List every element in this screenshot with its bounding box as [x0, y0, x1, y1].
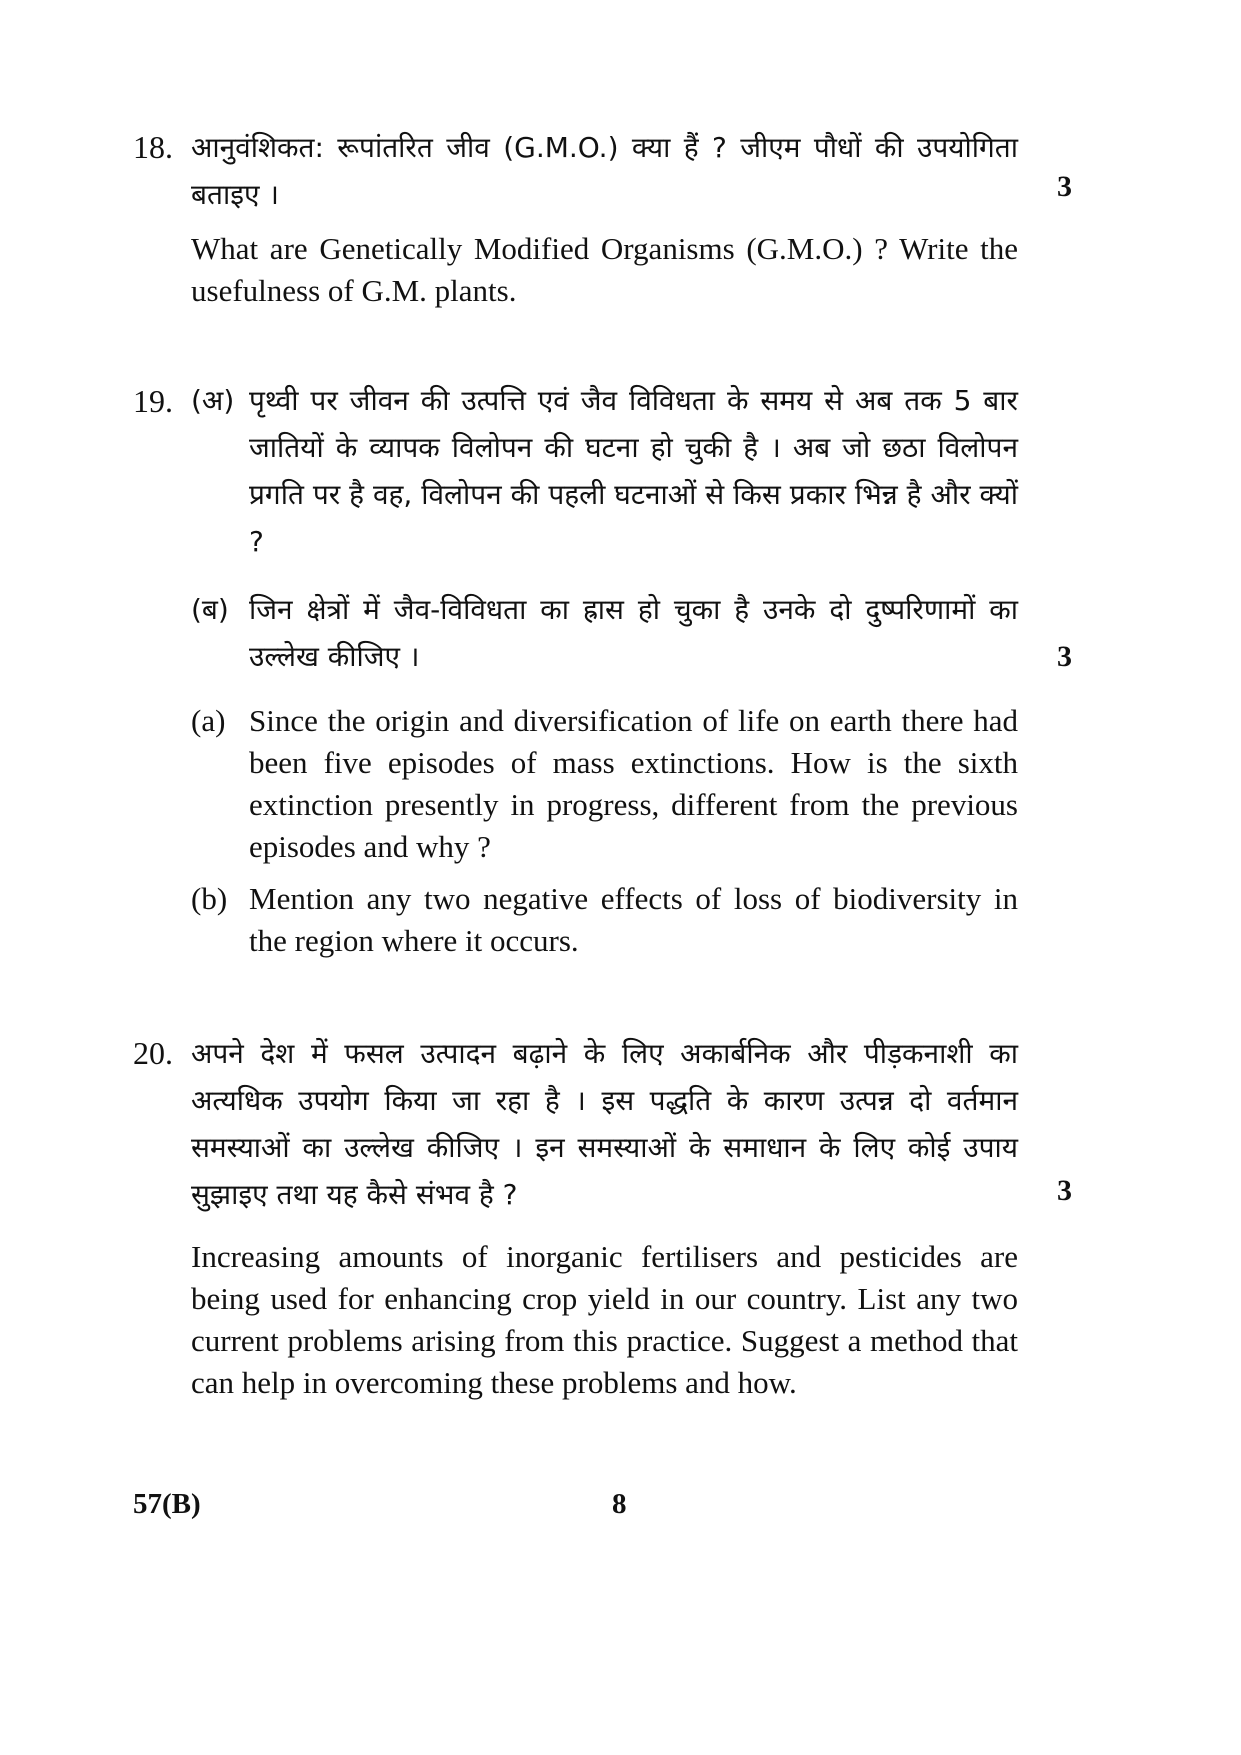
- marks-label: 3: [1057, 640, 1072, 673]
- subpart-label: (a): [191, 703, 226, 738]
- subpart-text: पृथ्वी पर जीवन की उत्पत्ति एवं जैव विविधता के समय से अब तक 5 बार जातियों के व्यापक विलोपन की घटना हो चुकी है । अब जो छठा विलोपन प्रगति पर है वह, विलोपन की पहली घटनाओं से किस प्रकार भिन्न है और क्यों ?: [249, 384, 1018, 558]
- subpart-text: Since the origin and diversification of life on earth there had been five episodes of mass extinctions. How is the sixth extinction presently in progress, different from the previous episodes and why ?: [249, 703, 1018, 864]
- question-english-text: Increasing amounts of inorganic fertilisers and pesticides are being used for enhancing crop yield in our country. List any two current problems arising from this practice. Suggest a method that can help in overcoming these problems and how.: [191, 1239, 1018, 1400]
- marks-label: 3: [1057, 1174, 1072, 1207]
- subpart-text: Mention any two negative effects of loss of biodiversity in the region where it occurs.: [249, 881, 1018, 958]
- subpart-label: (ब): [191, 593, 229, 626]
- question-english-text: What are Genetically Modified Organisms (G.M.O.) ? Write the usefulness of G.M. plants.: [191, 231, 1018, 308]
- marks-label: 3: [1057, 170, 1072, 203]
- page-number: 8: [612, 1488, 627, 1520]
- question-number: 18.: [133, 129, 173, 165]
- paper-code: 57(B): [133, 1488, 201, 1520]
- question-number: 20.: [133, 1035, 173, 1071]
- question-hindi-text: आनुवंशिकत: रूपांतरित जीव (G.M.O.) क्या हैं ? जीएम पौधों की उपयोगिता बताइए ।: [191, 131, 1018, 211]
- question-hindi-text: अपने देश में फसल उत्पादन बढ़ाने के लिए अकार्बनिक और पीड़कनाशी का अत्यधिक उपयोग किया जा रहा है । इस पद्धति के कारण उत्पन्न दो वर्तमान समस्याओं का उल्लेख कीजिए । इन समस्याओं के समाधान के लिए कोई उपाय सुझाइए तथा यह कैसे संभव है ?: [191, 1037, 1018, 1211]
- subpart-text: जिन क्षेत्रों में जैव-विविधता का ह्रास हो चुका है उनके दो दुष्परिणामों का उल्लेख कीजिए ।: [249, 593, 1018, 673]
- subpart-label: (b): [191, 881, 228, 916]
- question-number: 19.: [133, 383, 173, 419]
- subpart-label: (अ): [191, 384, 235, 417]
